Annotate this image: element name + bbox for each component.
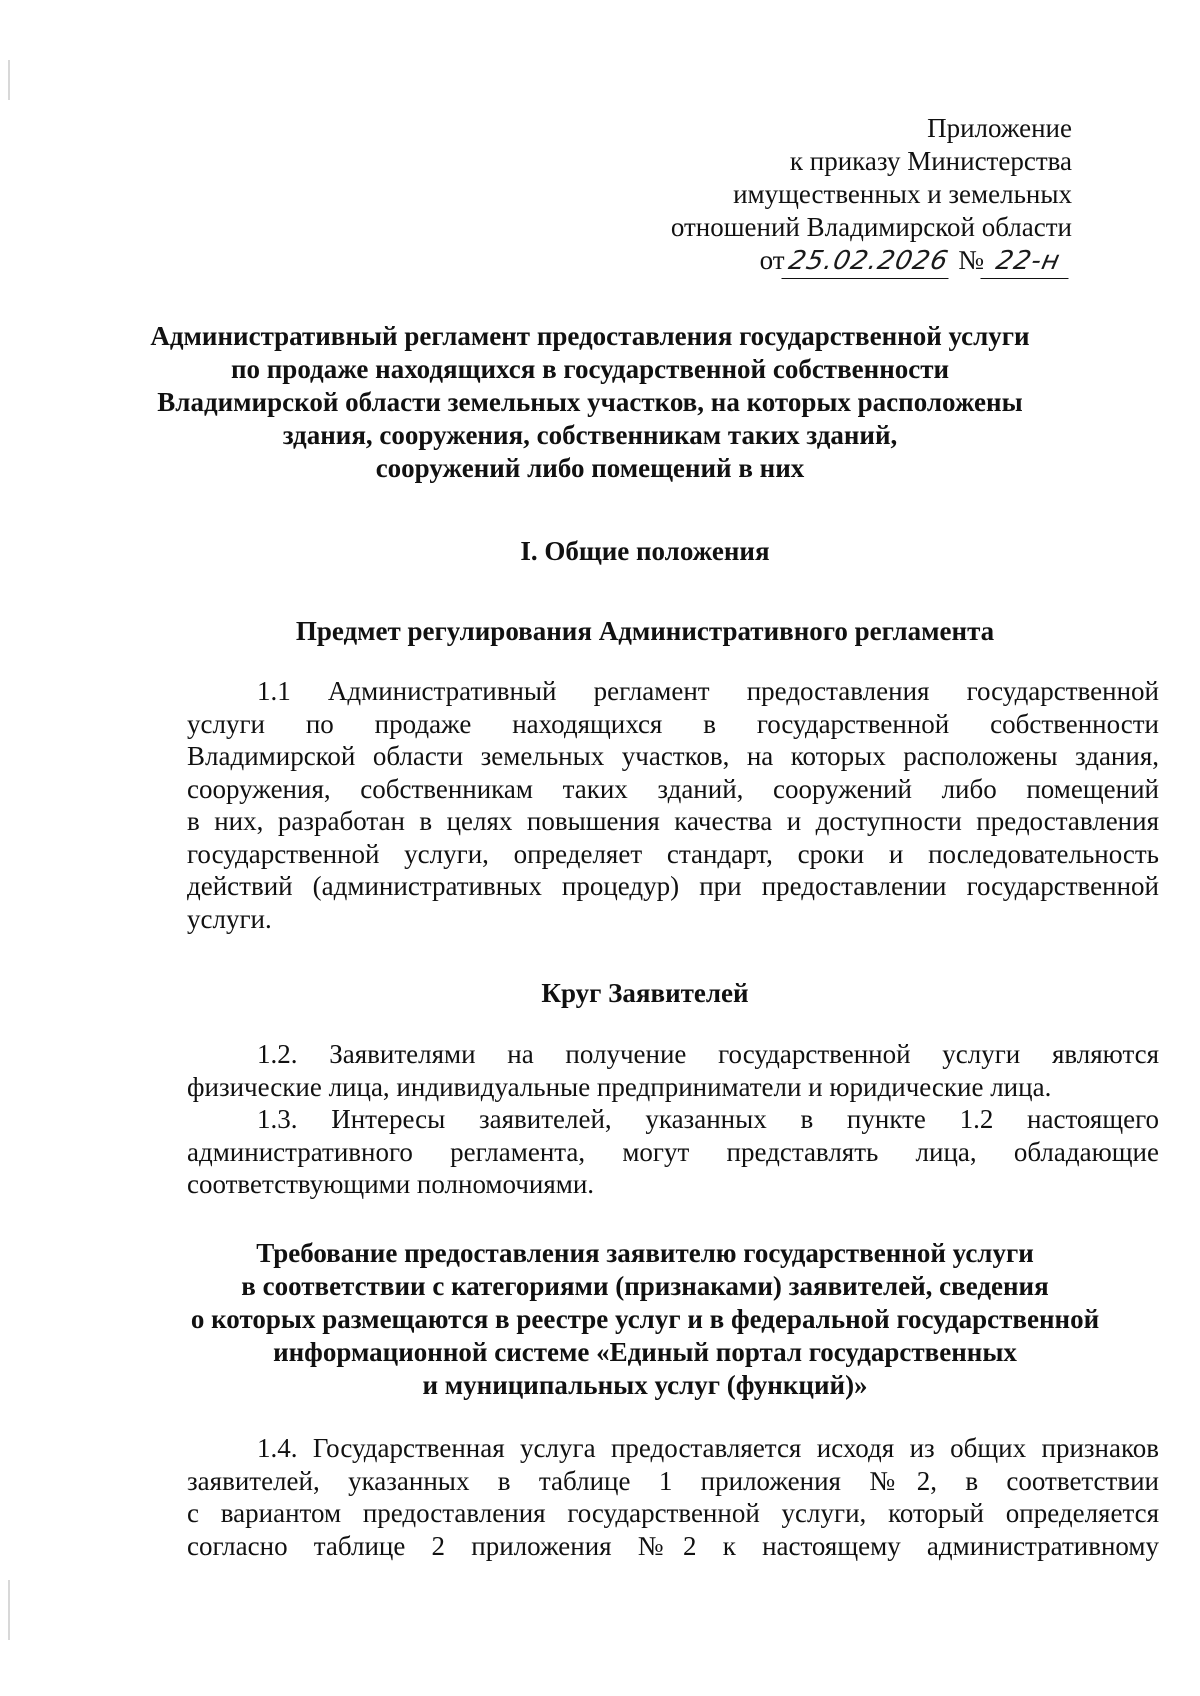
paragraph-line: Владимирской области земельных участков, на которых расположены здания, — [187, 741, 1159, 771]
paragraph-line: услуги. — [187, 903, 272, 934]
date-prefix: от — [759, 245, 785, 275]
paragraph-line: заявителей, указанных в таблице 1 приложения №2, в соответствии — [187, 1465, 1159, 1496]
requirement-heading-line: информационной системе «Единый портал государственных — [273, 1337, 1017, 1367]
paragraph-line: сооружения, собственникам таких зданий, сооружений либо помещений — [187, 773, 1159, 804]
paragraph-1-3 — [187, 1103, 1159, 1201]
paragraph-line: 1.4. Государственная услуга предоставляется исходя из общих признаков — [257, 1433, 1159, 1463]
title-line: по продаже находящихся в государственной собственности — [230, 354, 950, 384]
paragraph-1-4 — [187, 1432, 1159, 1562]
order-date-line — [671, 244, 1072, 279]
paragraph-line: 1.3. Интересы заявителей, указанных в пункте 1.2 настоящего — [257, 1104, 1159, 1134]
paragraph-line: 1.2. Заявителями на получение государственной услуги являются — [257, 1039, 1159, 1069]
appendix-line: Приложение — [927, 113, 1072, 143]
number-sign: № — [958, 245, 984, 275]
paragraph-1-1 — [187, 675, 1159, 935]
document-title — [130, 320, 1050, 485]
section-heading-text: I. Общие положения — [520, 536, 770, 566]
applicants-heading-text: Круг Заявителей — [541, 978, 749, 1008]
subject-heading — [185, 615, 1105, 648]
requirement-heading-line: о которых размещаются в реестре услуг и в федеральной государственной — [190, 1304, 1100, 1334]
requirement-heading — [160, 1237, 1130, 1402]
appendix-line: отношений Владимирской области — [670, 212, 1072, 242]
paragraph-line: соответствующими полномочиями. — [187, 1169, 595, 1199]
appendix-line: к приказу Министерства — [789, 146, 1072, 176]
requirement-heading-line: Требование предоставления заявителю государственной услуги — [256, 1238, 1034, 1268]
applicants-heading — [185, 977, 1105, 1010]
title-line: Административный регламент предоставления государственной услуги — [150, 321, 1030, 351]
handwritten-date: 25.02.2026 — [781, 245, 955, 279]
handwritten-number: 22-н — [980, 245, 1075, 279]
appendix-block — [671, 112, 1072, 279]
title-line: здания, сооружения, собственникам таких зданий, — [282, 420, 898, 450]
paragraph-line: услуги по продаже находящихся в государственной собственности — [187, 708, 1159, 739]
title-line: Владимирской области земельных участков, на которых расположены — [157, 387, 1023, 417]
paragraph-line: с вариантом предоставления государственной услуги, который определяется — [187, 1498, 1159, 1528]
paragraph-line: в них, разработан в целях повышения качества и доступности предоставления — [187, 806, 1159, 836]
requirement-heading-line: и муниципальных услуг (функций)» — [422, 1370, 868, 1400]
paragraph-line: 1.1 Административный регламент предоставления государственной — [257, 676, 1159, 706]
paragraph-1-2 — [187, 1038, 1159, 1103]
title-line: сооружений либо помещений в них — [375, 453, 805, 483]
scan-margin-mark — [8, 1580, 10, 1640]
paragraph-line: согласно таблице 2 приложения №2 к настоящему административному — [187, 1530, 1159, 1561]
paragraph-line: физические лица, индивидуальные предприниматели и юридические лица. — [187, 1071, 1052, 1102]
subject-heading-text: Предмет регулирования Административного регламента — [295, 616, 995, 646]
paragraph-line: административного регламента, могут представлять лица, обладающие — [187, 1136, 1159, 1167]
scan-margin-mark — [8, 60, 10, 100]
section-heading — [185, 535, 1105, 568]
appendix-line: имущественных и земельных — [733, 179, 1072, 209]
requirement-heading-line: в соответствии с категориями (признаками) заявителей, сведения — [241, 1271, 1049, 1301]
paragraph-line: действий (административных процедур) при предоставлении государственной — [187, 871, 1159, 901]
paragraph-line: государственной услуги, определяет стандарт, сроки и последовательность — [187, 838, 1159, 869]
